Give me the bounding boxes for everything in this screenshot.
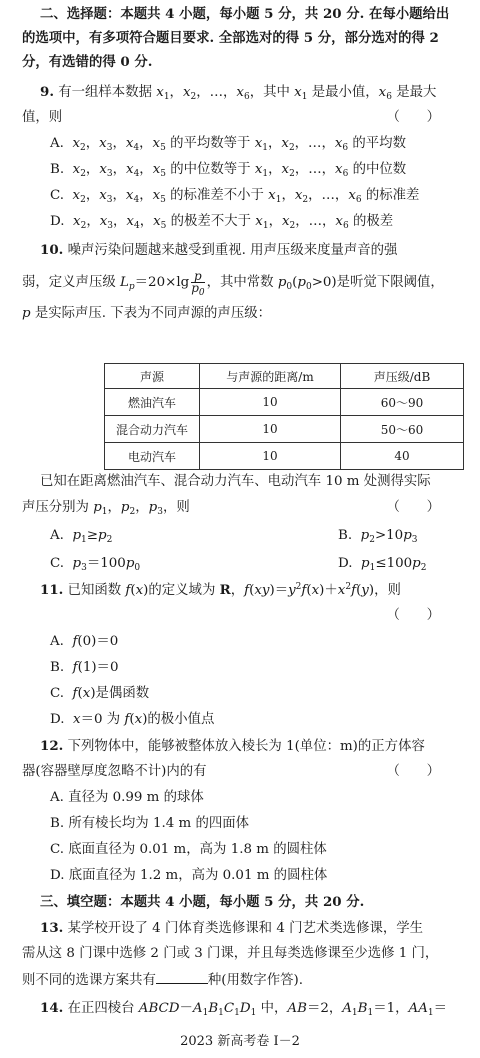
q14-stem-a: 在正四棱台 <box>67 1001 135 1016</box>
q10-b-label: B. <box>338 528 353 543</box>
q13-stem-line3 <box>22 970 462 991</box>
section3-title: 三、填空题：本题共 4 小题，每小题 5 分，共 20 分. <box>40 894 365 910</box>
q10-answer-paren: （ ） <box>386 500 440 515</box>
q10-after2-b: ，则 <box>162 500 190 515</box>
q10-after-line2: 声压分别为 $p_1$，$p_2$，$p_3$，则 （ ） <box>22 500 440 517</box>
q10-line2-c: 是听觉下限阈值， <box>336 275 444 290</box>
q11-c-tail: 是偶函数 <box>95 686 150 701</box>
q11-number: 11. <box>40 582 64 598</box>
q9-stem-line1: 9. 有一组样本数据 $x_1$，$x_2$，…，$x_6$，其中 $x_1$ 是最小值，$x_6$ 是最大 <box>40 84 437 102</box>
q9-stem-c: 是最小值， <box>311 85 379 100</box>
q10-a-label: A. <box>50 528 64 543</box>
q12-option-c: C. 底面直径为 0.01 m，高为 1.8 m 的圆柱体 <box>50 842 327 857</box>
q13-answer-blank <box>156 970 208 984</box>
q13-stem-line1 <box>40 918 462 939</box>
q12-option-d: D. 底面直径为 1.2 m，高为 0.01 m 的圆柱体 <box>50 868 328 883</box>
q13-line1: 某学校开设了 4 门体育类选修课和 4 门艺术类选修课，学生 <box>67 921 424 936</box>
table-row <box>105 389 464 416</box>
q9-option-c: C. $x_2$，$x_3$，$x_4$，$x_5$ 的标准差不小于 $x_1$，$x_2$，…，$x_6$ 的标准差 <box>50 188 420 205</box>
q12-option-a: A. 直径为 0.99 m 的球体 <box>50 790 204 805</box>
q13-line3-b: 种(用数字作答). <box>207 973 303 988</box>
q13-number: 13. <box>40 920 64 936</box>
table-cell: 燃油汽车 <box>105 389 200 416</box>
table-header-row <box>105 364 464 389</box>
q14-stem-b: 中， <box>260 1001 288 1016</box>
section2-line1: 二、选择题：本题共 4 小题，每小题 5 分，共 20 分. 在每小题给出 <box>40 6 450 22</box>
q10-stem-line3: p 是实际声压. 下表为不同声源的声压级： <box>22 306 271 321</box>
q9-d-label: D. <box>50 214 65 229</box>
q13-stem-line2: 需从这 8 门课中选修 2 门或 3 门课，并且每类选修课至少选修 1 门， <box>22 946 439 961</box>
q10-c-label: C. <box>50 556 65 571</box>
q11-c-label: C. <box>50 686 65 701</box>
table-cell: 10 <box>200 443 341 470</box>
section2-line2: 的选项中，有多项符合题目要求. 全部选对的得 5 分，部分选对的得 2 <box>22 30 439 46</box>
q10-option-c: C. $p_3=100p_0$ <box>50 556 141 573</box>
q9-a-tail: 的平均数等于 <box>170 136 251 151</box>
q11-d-label: D. <box>50 712 65 727</box>
q14-stem-line1: 14. 在正四棱台 $ABCD-A_1B_1C_1D_1$ 中，AB＝2，$A_1B_1=1$，$AA_1=$ <box>40 1000 448 1018</box>
q12-line2: 器(容器壁厚度忽略不计)内的有 <box>22 764 207 779</box>
q11-option-d: D. x＝0 为 f(x)的极小值点 <box>50 712 215 727</box>
q9-c-label: C. <box>50 188 65 203</box>
q11-stem-a: 已知函数 <box>67 583 122 598</box>
q9-stem-e: 值，则 <box>22 110 63 125</box>
q11-stem-line1: 11. 已知函数 f(x)的定义域为 R，$f(xy)=y^2f(x)+x^2f(y)$，则 <box>40 582 401 598</box>
q11-answer-paren: （ ） <box>386 608 440 623</box>
q12-answer-paren: （ ） <box>386 764 440 779</box>
q9-a-label: A. <box>50 136 64 151</box>
q9-a-end: 的平均数 <box>352 136 406 151</box>
q11-d-mid: 为 <box>106 712 121 727</box>
q12-stem-line1 <box>40 736 462 757</box>
table-header-source: 声源 <box>105 364 200 389</box>
q13-line3-a: 则不同的选课方案共有 <box>22 973 156 988</box>
q10-number: 10. <box>40 242 64 258</box>
q10-after2-a: 声压分别为 <box>22 500 89 515</box>
q9-c-tail: 的标准差不小于 <box>170 188 264 203</box>
q11-option-b: B. f(1)＝0 <box>50 660 119 675</box>
q11-option-a: A. f(0)＝0 <box>50 634 119 649</box>
q10-stem-line1 <box>40 240 462 261</box>
q10-d-label: D. <box>338 556 353 571</box>
table-cell: 60～90 <box>341 389 464 416</box>
q12-line1: 下列物体中，能够被整体放入棱长为 1(单位：m)的正方体容 <box>67 739 425 754</box>
q10-options-row2 <box>50 554 462 574</box>
q9-d-end: 的极差 <box>352 214 394 229</box>
q11-domain-R: R <box>219 582 231 598</box>
table-cell: 40 <box>341 443 464 470</box>
q9-option-b: B. $x_2$，$x_3$，$x_4$，$x_5$ 的中位数等于 $x_1$，$x_2$，…，$x_6$ 的中位数 <box>50 162 407 179</box>
table-header-level: 声压级/dB <box>341 364 464 389</box>
q11-a-label: A. <box>50 634 64 649</box>
q9-d-tail: 的极差不大于 <box>170 214 251 229</box>
page-footer: 2023 新高考卷 Ⅰ－2 <box>180 1034 300 1049</box>
q10-options-row1 <box>50 526 462 546</box>
q9-c-end: 的标准差 <box>365 188 420 203</box>
q10-line3: 是实际声压. 下表为不同声源的声压级： <box>34 306 271 321</box>
q12-stem-line2 <box>22 762 462 782</box>
q10-stem-line2: 弱，定义声压级 $L_p=20\times\lg$ $\frac{p}{p_0}$ ，其中常数 $p_0(p_0>0)$是听觉下限阈值， <box>22 269 444 298</box>
table-cell: 10 <box>200 416 341 443</box>
table-cell: 电动汽车 <box>105 443 200 470</box>
q9-stem-line2 <box>22 108 462 128</box>
table-row <box>105 443 464 470</box>
q9-number: 9. <box>40 84 54 100</box>
q9-stem-b: ，其中 <box>249 85 290 100</box>
table-cell: 50～60 <box>341 416 464 443</box>
q12-option-b: B. 所有棱长均为 1.4 m 的四面体 <box>50 816 250 831</box>
q9-option-d: D. $x_2$，$x_3$，$x_4$，$x_5$ 的极差不大于 $x_1$，$x_2$，…，$x_6$ 的极差 <box>50 214 394 231</box>
q10-fraction: $\frac{p}{p_0}$ <box>191 269 205 298</box>
q10-line2-b: ，其中常数 <box>206 275 274 290</box>
q9-option-a: A. $x_2$，$x_3$，$x_4$，$x_5$ 的平均数等于 $x_1$，$x_2$，…，$x_6$ 的平均数 <box>50 136 406 153</box>
q11-stem-c: ，则 <box>374 583 401 598</box>
table-cell: 10 <box>200 389 341 416</box>
sound-source-table <box>104 363 464 470</box>
q10-after-line1: 已知在距离燃油汽车、混合动力汽车、电动汽车 10 m 处测得实际 <box>40 474 431 489</box>
section2-line3: 分，有选错的得 0 分. <box>22 54 153 70</box>
q11-b-label: B. <box>50 660 65 675</box>
q10-option-a: A. $p_1\ge p_2$ <box>50 528 113 545</box>
q11-d-tail: 的极小值点 <box>147 712 215 727</box>
q9-b-label: B. <box>50 162 65 177</box>
q9-answer-paren: （ ） <box>386 110 440 125</box>
table-row <box>105 416 464 443</box>
q9-stem-a: 有一组样本数据 <box>58 85 152 100</box>
q9-b-end: 的中位数 <box>352 162 407 177</box>
table-cell: 混合动力汽车 <box>105 416 200 443</box>
q11-option-c: C. f(x)是偶函数 <box>50 686 150 701</box>
q14-number: 14. <box>40 1000 64 1016</box>
q10-line1: 噪声污染问题越来越受到重视. 用声压级来度量声音的强 <box>67 243 398 258</box>
q9-b-tail: 的中位数等于 <box>170 162 251 177</box>
q10-line2-a: 弱，定义声压级 <box>22 275 116 290</box>
q10-option-b: B. $p_2>10p_3$ <box>338 528 418 545</box>
q9-stem-d: 是最大 <box>396 85 437 100</box>
q10-option-d: D. $p_1\le 100p_2$ <box>338 556 427 573</box>
q11-stem-b: 的定义域为 <box>148 583 216 598</box>
q12-number: 12. <box>40 738 64 754</box>
table-header-distance: 与声源的距离/m <box>200 364 341 389</box>
